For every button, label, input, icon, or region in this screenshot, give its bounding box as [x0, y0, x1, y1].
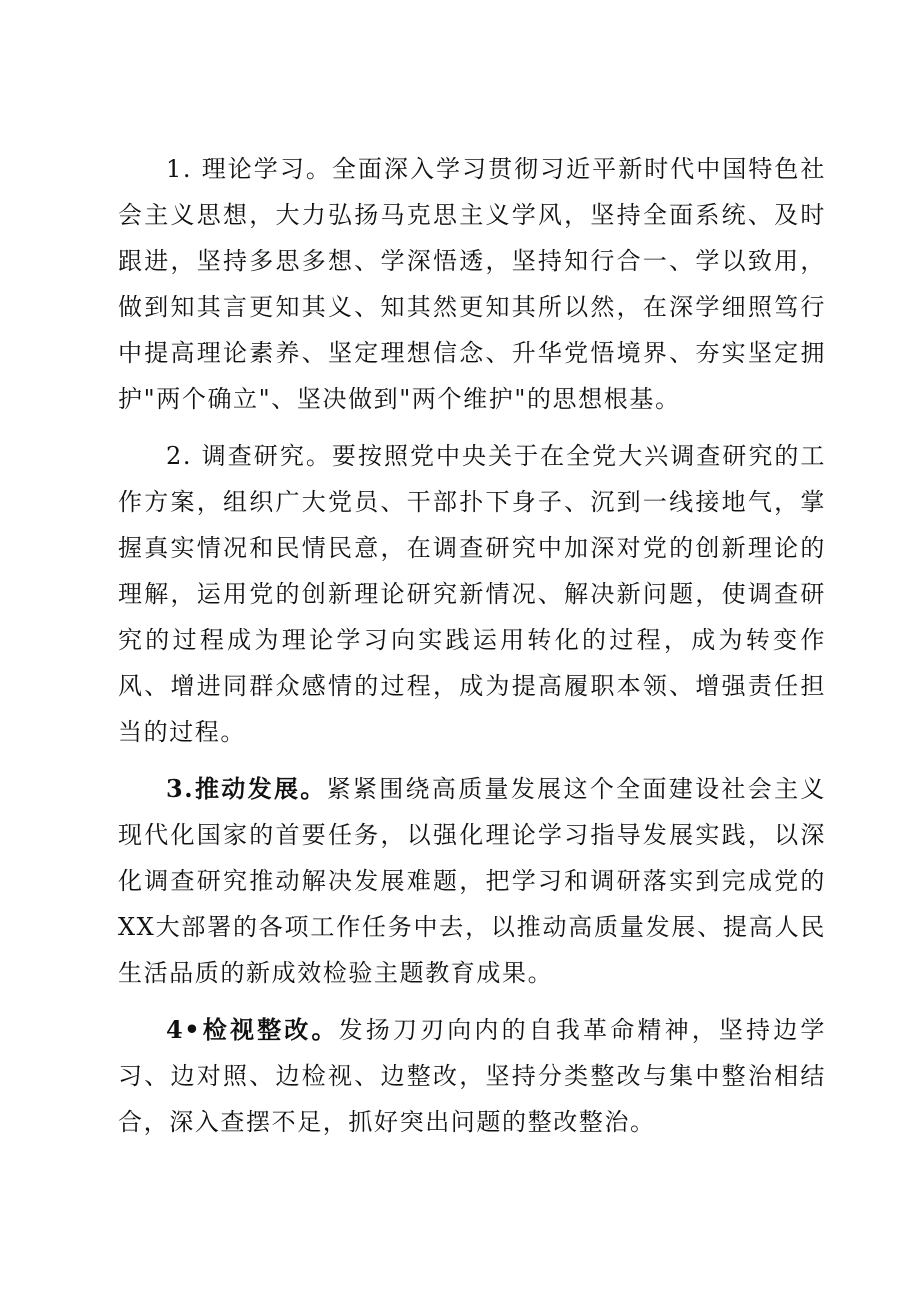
- paragraph-text: 要按照党中央关于在全党大兴调查研究的工作方案，组织广大党员、干部扑下身子、沉到一线接地气，掌握真实情况和民情民意，在调查研究中加深对党的创新理论的理解，运用党的创新理论研究新情况、解决新问题，使调查研究的过程成为理论学习向实践运用转化的过程，成为转变作风、增进同群众感情的过程，成为提高履职本领、增强责任担当的过程。: [118, 442, 827, 746]
- paragraph-research: [118, 433, 826, 755]
- paragraph-title: 1. 理论学习。: [166, 155, 332, 183]
- paragraph-development: [118, 766, 826, 996]
- paragraph-text: 全面深入学习贯彻习近平新时代中国特色社会主义思想，大力弘扬马克思主义学风，坚持全面系统、及时跟进，坚持多思多想、学深悟透，坚持知行合一、学以致用，做到知其言更知其义、知其然更知其所以然，在深学细照笃行中提高理论素养、坚定理想信念、升华党悟境界、夯实坚定拥护"两个确立"、坚决做到"两个维护"的思想根基。: [118, 155, 827, 413]
- paragraph-title: 4•检视整改。: [166, 1015, 339, 1044]
- paragraph-rectification: [118, 1007, 826, 1145]
- document-body: [118, 146, 826, 1156]
- paragraph-text: 发扬刀刃向内的自我革命精神，坚持边学习、边对照、边检视、边整改，坚持分类整改与集中整治相结合，深入查摆不足，抓好突出问题的整改整治。: [118, 1016, 826, 1136]
- paragraph-title: 2. 调查研究。: [166, 442, 332, 470]
- paragraph-title: 3.推动发展。: [166, 774, 327, 803]
- paragraph-text: 紧紧围绕高质量发展这个全面建设社会主义现代化国家的首要任务，以强化理论学习指导发展实践，以深化调查研究推动解决发展难题，把学习和调研落实到完成党的XX大部署的各项工作任务中去，以推动高质量发展、提高人民生活品质的新成效检验主题教育成果。: [118, 775, 826, 987]
- paragraph-theory-study: [118, 146, 826, 422]
